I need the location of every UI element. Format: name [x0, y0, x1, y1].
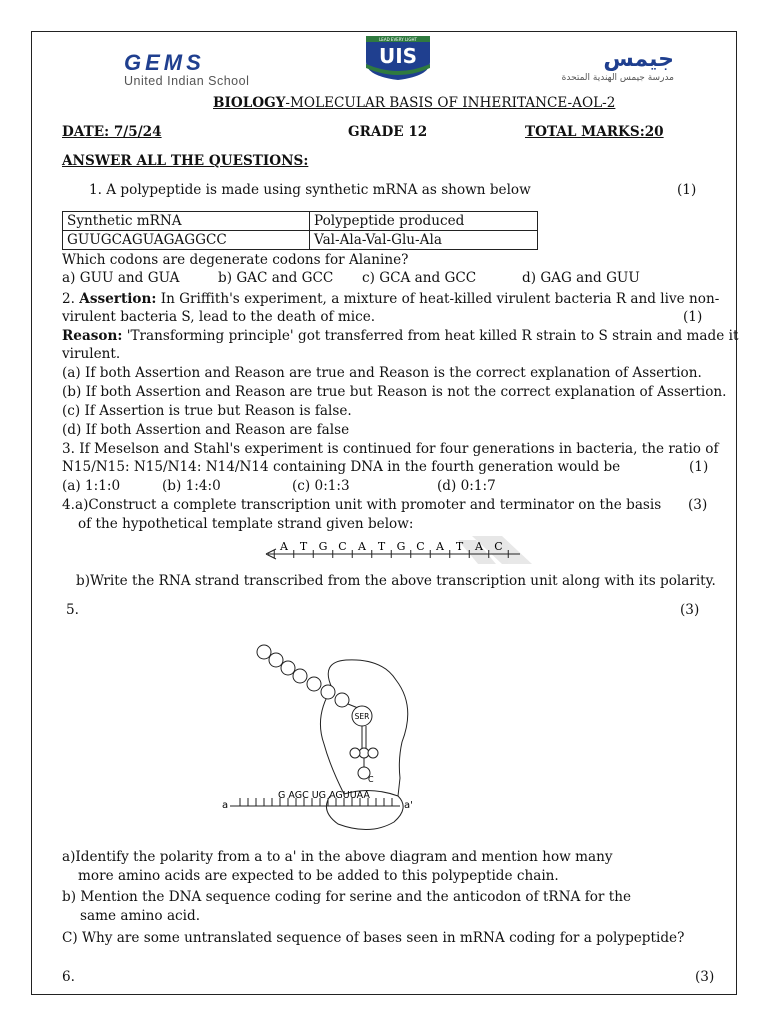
strand-base: T [377, 540, 386, 553]
trna [350, 726, 378, 779]
template-strand-diagram [262, 534, 542, 568]
q3-marks: (1) [689, 459, 709, 475]
exam-title-topic: -MOLECULAR BASIS OF INHERITANCE-AOL-2 [285, 95, 616, 111]
table-cell-mrna: GUUGCAGUAGAGGCC [63, 231, 310, 250]
table-row [63, 212, 538, 231]
q2-option-a: (a) If both Assertion and Reason are true and Reason is the correct explanation of Assertion. [62, 365, 702, 381]
q2-reason-line1 [62, 327, 738, 345]
q1-option-b: b) GAC and GCC [218, 270, 334, 286]
strand-base: A [436, 540, 444, 553]
q6-marks: (3) [695, 969, 715, 985]
polypeptide-chain [257, 645, 349, 707]
q2-assertion-line2: virulent bacteria S, lead to the death of mice. [62, 309, 376, 325]
q5-part-a-line2: more amino acids are expected to be added to this polypeptide chain. [78, 868, 559, 884]
q2-assertion-text: In Griffith's experiment, a mixture of heat-killed virulent bacteria R and live non- [156, 291, 720, 307]
translation-diagram [220, 636, 440, 836]
q5-marks: (3) [680, 602, 700, 618]
q2-reason-line2: virulent. [62, 346, 121, 362]
exam-date: DATE: 7/5/24 [62, 124, 162, 140]
q3-option-c: (c) 0:1:3 [292, 478, 350, 494]
label-ser: SER [354, 712, 370, 721]
q2-reason-label: Reason: [62, 328, 123, 344]
exam-total-marks: TOTAL MARKS:20 [525, 124, 664, 140]
q2-option-d: (d) If both Assertion and Reason are false [62, 422, 350, 438]
table-row [63, 231, 538, 250]
uis-logo-top: LEAD EVERY LIGHT [379, 37, 417, 42]
q2-number: 2. [62, 291, 80, 307]
q4-marks: (3) [688, 497, 708, 513]
arabic-logo-subtitle: مدرسة جيمس الهندية المتحدة [561, 73, 674, 83]
q2-reason-text: 'Transforming principle' got transferred from heat killed R strain to S strain and made it [122, 328, 739, 344]
gems-logo-subtitle: United Indian School [124, 74, 250, 88]
q1-marks: (1) [677, 182, 697, 198]
q5-part-b-line1: b) Mention the DNA sequence coding for serine and the anticodon of tRNA for the [62, 889, 631, 905]
q1-option-a: a) GUU and GUA [62, 270, 180, 286]
table-cell-polypeptide: Val-Ala-Val-Glu-Ala [310, 231, 538, 250]
q1-text: 1. A polypeptide is made using synthetic mRNA as shown below [89, 182, 531, 198]
strand-base: C [494, 540, 503, 553]
q4-line1: 4.a)Construct a complete transcription unit with promoter and terminator on the basis [62, 497, 662, 513]
exam-grade: GRADE 12 [348, 124, 428, 140]
gems-logo [124, 52, 249, 89]
q2-option-c: (c) If Assertion is true but Reason is false. [62, 403, 352, 419]
table-header-mrna: Synthetic mRNA [63, 212, 310, 231]
strand-base: T [455, 540, 464, 553]
q3-option-b: (b) 1:4:0 [162, 478, 221, 494]
q3-option-a: (a) 1:1:0 [62, 478, 121, 494]
q4-part-b: b)Write the RNA strand transcribed from the above transcription unit along with its polarity. [76, 573, 716, 589]
q5-part-a-line1: a)Identify the polarity from a to a' in the above diagram and mention how many [62, 849, 613, 865]
q2-assertion-label: Assertion: [79, 291, 157, 307]
q3-option-d: (d) 0:1:7 [437, 478, 496, 494]
q1-table [62, 211, 538, 250]
strand-base: G [318, 540, 328, 553]
q3-line1: 3. If Meselson and Stahl's experiment is continued for four generations in bacteria, the ratio of [62, 441, 719, 457]
q1-question: Which codons are degenerate codons for Alanine? [62, 252, 409, 268]
arabic-logo [562, 48, 674, 84]
exam-title [213, 94, 615, 112]
label-a-prime: a' [404, 800, 413, 811]
q2-assertion-line1 [62, 290, 719, 308]
gems-logo-word: GEMS [124, 50, 205, 75]
q1-option-d: d) GAG and GUU [522, 270, 640, 286]
q3-line2: N15/N15: N15/N14: N14/N14 containing DNA in the fourth generation would be [62, 459, 621, 475]
q4-line2: of the hypothetical template strand given below: [78, 516, 414, 532]
mrna-sequence: G AGC UG AGUUAA [278, 790, 370, 801]
strand-base: T [299, 540, 308, 553]
q2-option-b: (b) If both Assertion and Reason are true but Reason is not the correct explanation of Assertion. [62, 384, 727, 400]
label-c: C [368, 775, 374, 784]
uis-logo-text: UIS [378, 44, 418, 68]
uis-logo [364, 36, 432, 80]
strand-base: G [396, 540, 406, 553]
table-header-polypeptide: Polypeptide produced [310, 212, 538, 231]
instructions: ANSWER ALL THE QUESTIONS: [62, 153, 309, 169]
strand-base: A [358, 540, 366, 553]
strand-base: C [338, 540, 347, 553]
exam-title-subject: BIOLOGY [213, 95, 286, 111]
q5-part-c: C) Why are some untranslated sequence of bases seen in mRNA coding for a polypeptide? [62, 930, 685, 946]
q5-part-b-line2: same amino acid. [80, 908, 201, 924]
strand-base: C [416, 540, 425, 553]
q1-option-c: c) GCA and GCC [362, 270, 477, 286]
q5-number: 5. [66, 602, 79, 618]
q6-number: 6. [62, 969, 75, 985]
label-a: a [222, 800, 229, 811]
arabic-logo-title: جيمس [603, 47, 674, 72]
strand-base: A [475, 540, 483, 553]
strand-base: A [280, 540, 288, 553]
q2-marks: (1) [683, 309, 703, 325]
